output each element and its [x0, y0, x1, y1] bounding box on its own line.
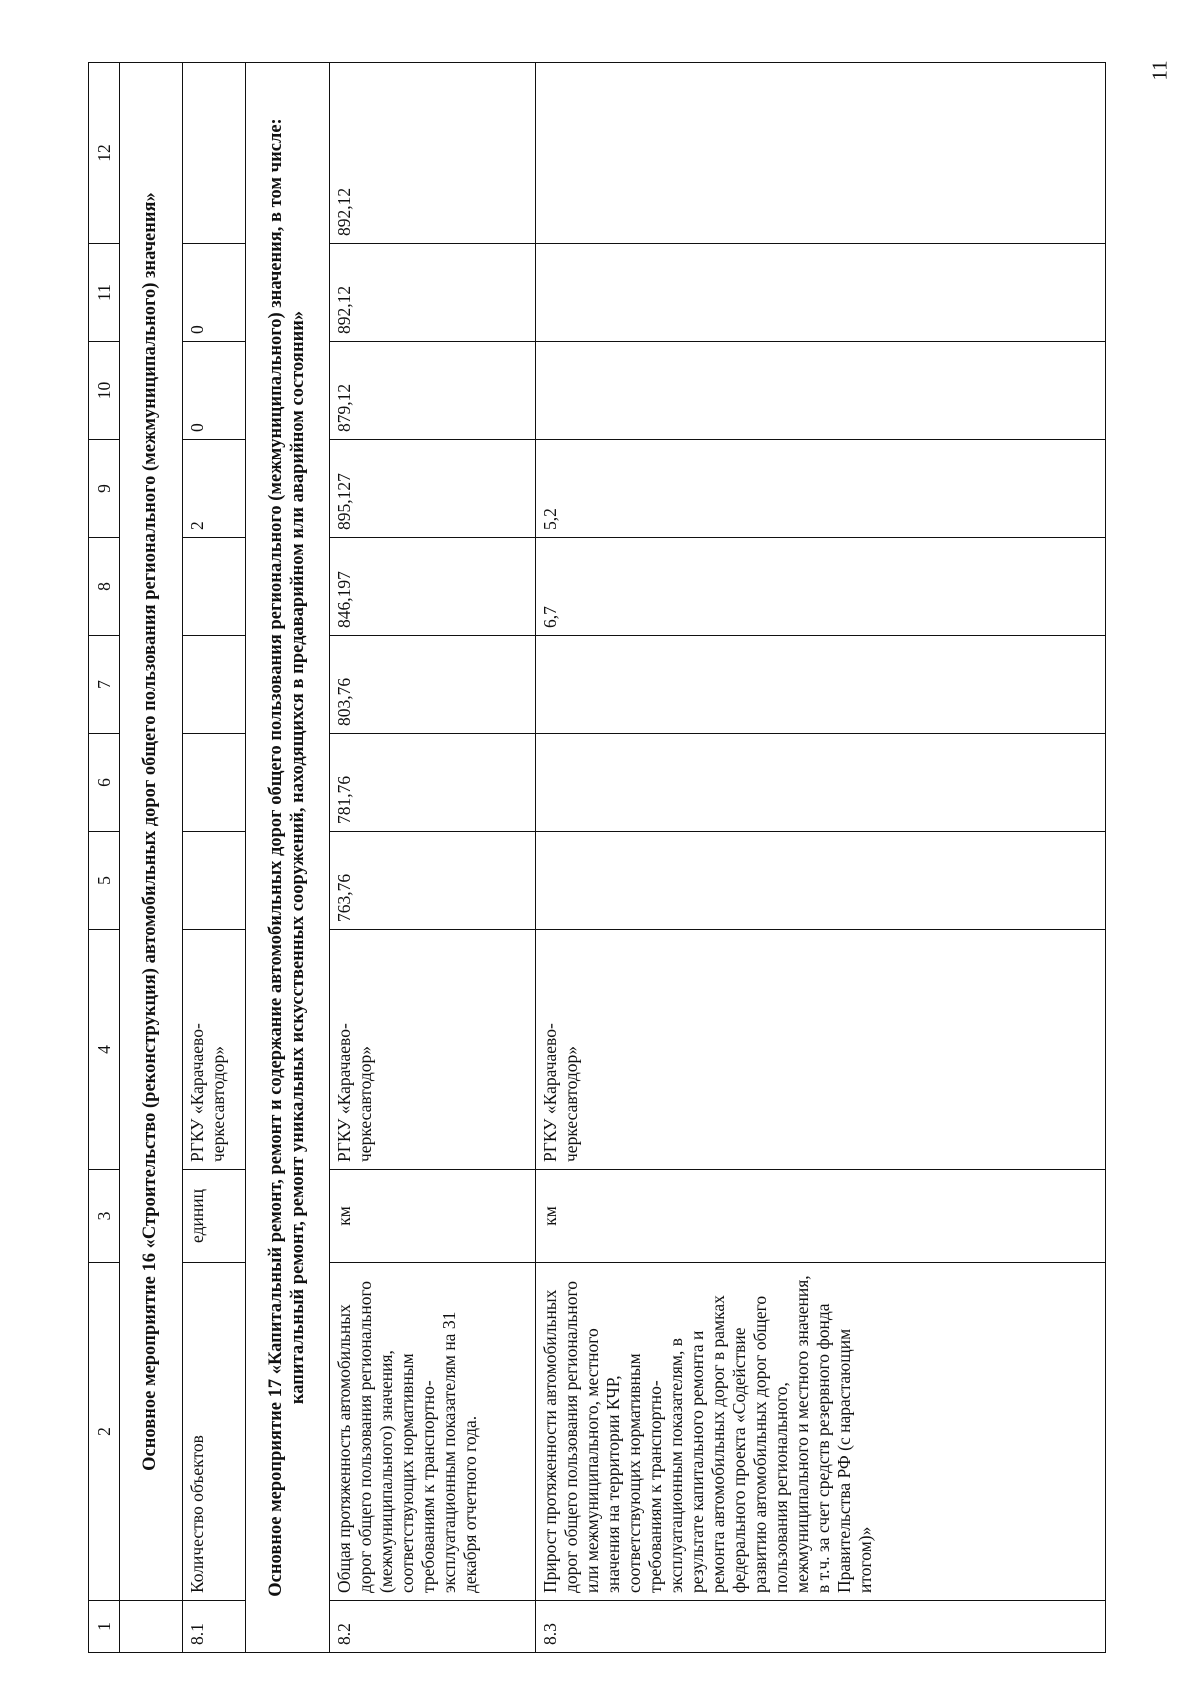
row-number: 8.2 [330, 1601, 536, 1653]
column-number-row [89, 63, 120, 1653]
indicator-name: Количество объектов [183, 1263, 246, 1601]
value-cell: 895,127 [330, 440, 536, 538]
rotated-table-container [88, 63, 1106, 1653]
value-cell: 6,7 [536, 538, 1106, 636]
table-row [330, 63, 536, 1653]
value-cell: 879,12 [330, 342, 536, 440]
value-cell [536, 636, 1106, 734]
executor-cell: РГКУ «Карачаево-черкесавтодор» [536, 930, 1106, 1170]
value-cell: 5,2 [536, 440, 1106, 538]
column-number: 6 [89, 734, 120, 832]
value-cell [536, 244, 1106, 342]
column-number: 9 [89, 440, 120, 538]
value-cell [536, 342, 1106, 440]
section-16-title: Основное мероприятие 16 «Строительство (реконструкция) автомобильных дорог общего пользования регионального (межмуниципального) значения» [120, 63, 183, 1601]
indicator-name: Общая протяженность автомобильных дорог общего пользования регионального (межмуниципального) значения, соответствующих нормативным требованиям к транспортно-эксплуатационным показателям на 31 декабря отчетного года. [330, 1263, 536, 1601]
value-cell [536, 734, 1106, 832]
value-cell: 763,76 [330, 832, 536, 930]
value-cell: 0 [183, 342, 246, 440]
value-cell [183, 636, 246, 734]
page-number: 11 [1147, 60, 1172, 81]
value-cell [183, 63, 246, 244]
column-number: 11 [89, 244, 120, 342]
indicator-name: Прирост протяженности автомобильных дорог общего пользования регионального или межмуниципального, местного значения на территории КЧР, соответствующих нормативным требованиям к транспортно-эксплуатационным показателям, в результате капитального ремонта и ремонта автомобильных дорог в рамках федерального проекта «Содействие развитию автомобильных дорог общего пользования регионального, межмуниципального и местного значения, в т.ч. за счет средств резервного фонда Правительства РФ (с нарастающим итогом)» [536, 1263, 1106, 1601]
executor-cell: РГКУ «Карачаево-черкесавтодор» [330, 930, 536, 1170]
column-number: 2 [89, 1263, 120, 1601]
value-cell: 781,76 [330, 734, 536, 832]
section-spacer-cell [120, 1601, 183, 1653]
value-cell: 803,76 [330, 636, 536, 734]
unit-cell: км [330, 1170, 536, 1263]
unit-cell: км [536, 1170, 1106, 1263]
value-cell [536, 832, 1106, 930]
row-number: 8.1 [183, 1601, 246, 1653]
column-number: 3 [89, 1170, 120, 1263]
value-cell: 892,12 [330, 244, 536, 342]
value-cell [183, 832, 246, 930]
value-cell: 0 [183, 244, 246, 342]
column-number: 8 [89, 538, 120, 636]
value-cell [536, 63, 1106, 244]
value-cell [183, 538, 246, 636]
section-row-17 [246, 63, 330, 1653]
executor-cell: РГКУ «Карачаево-черкесавтодор» [183, 930, 246, 1170]
indicators-table [88, 62, 1106, 1653]
table-row [183, 63, 246, 1653]
column-number: 7 [89, 636, 120, 734]
row-number: 8.3 [536, 1601, 1106, 1653]
column-number: 5 [89, 832, 120, 930]
column-number: 12 [89, 63, 120, 244]
table-row [536, 63, 1106, 1653]
column-number: 4 [89, 930, 120, 1170]
value-cell: 846,197 [330, 538, 536, 636]
value-cell [183, 734, 246, 832]
column-number: 10 [89, 342, 120, 440]
value-cell: 2 [183, 440, 246, 538]
column-number: 1 [89, 1601, 120, 1653]
value-cell: 892,12 [330, 63, 536, 244]
section-17-title: Основное мероприятие 17 «Капитальный ремонт, ремонт и содержание автомобильных дорог общего пользования регионального (межмуниципального) значения, в том числе: капитальный ремонт, ремонт уникальных искусственных сооружений, находящихся в предаварийном или аварийном состоянии» [246, 63, 330, 1653]
section-row-16 [120, 63, 183, 1653]
unit-cell: единиц [183, 1170, 246, 1263]
